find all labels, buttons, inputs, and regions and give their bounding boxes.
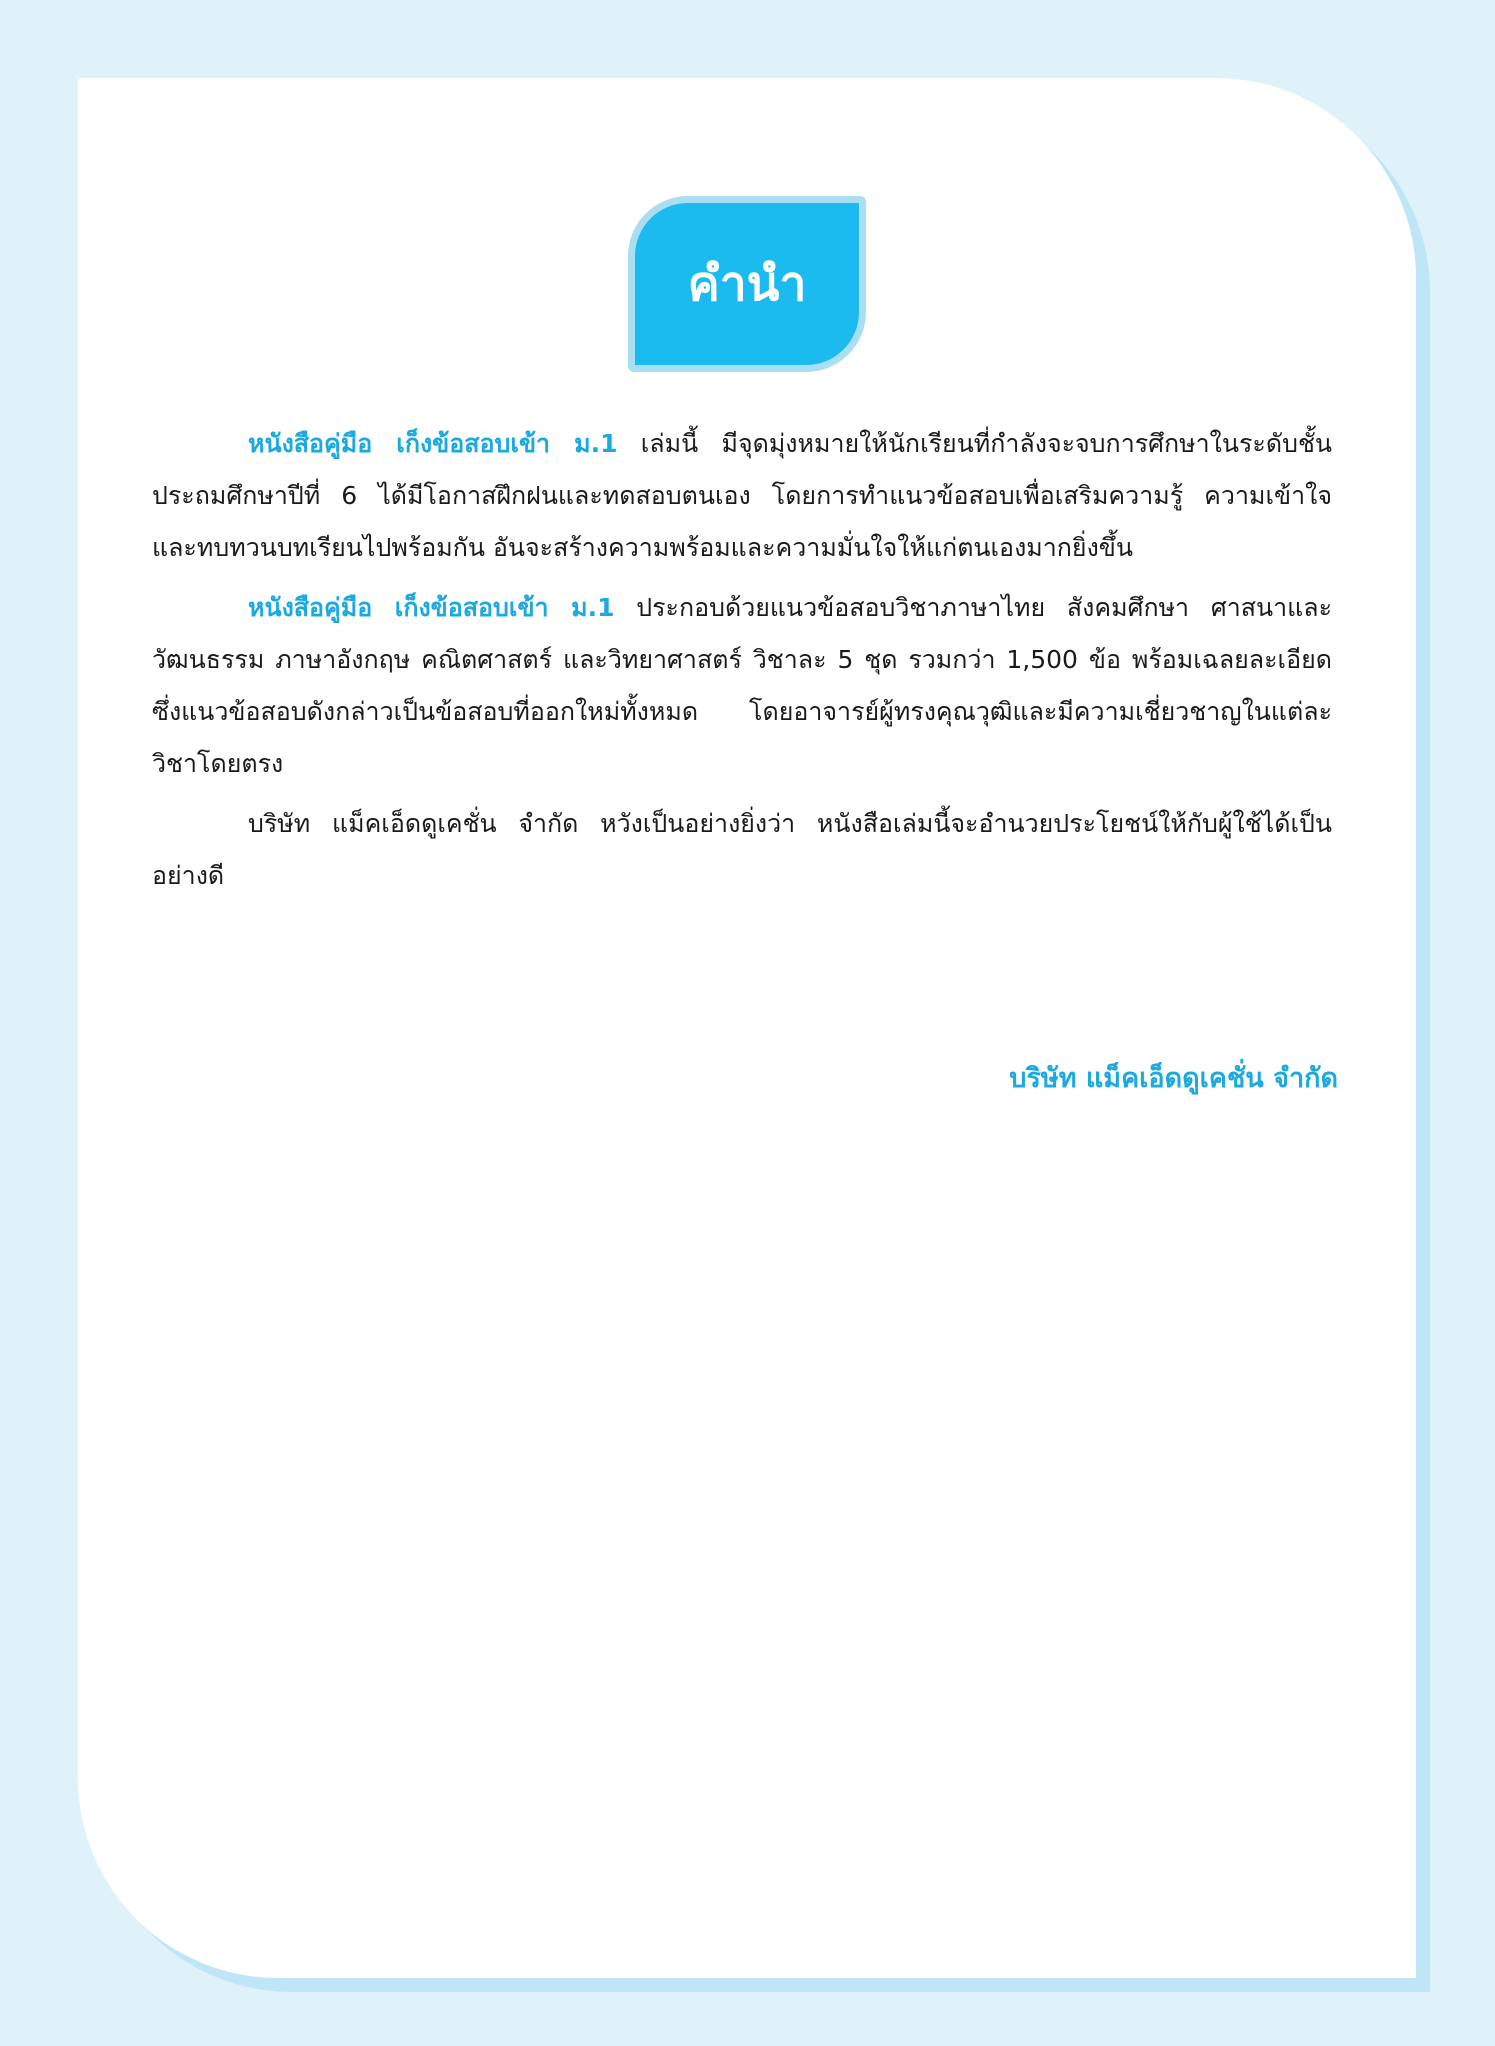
company-signature: บริษัท แม็คเอ็ดดูเคชั่น จำกัด — [1009, 1063, 1338, 1094]
book-title-highlight: หนังสือคู่มือ เก็งข้อสอบเข้า ม.1 — [248, 429, 618, 458]
page-title: คำนำ — [687, 256, 807, 312]
paragraph-1 — [152, 418, 1332, 574]
paragraph-3 — [152, 798, 1332, 902]
paragraph-text: ประกอบด้วยแนวข้อสอบวิชาภาษาไทย สังคมศึกษา ศาสนาและวัฒนธรรม ภาษาอังกฤษ คณิตศาสตร์ และวิทยาศาสตร์ วิชาละ 5 ชุด รวมกว่า 1,500 ข้อ พร้อมเฉลยละเอียด ซึ่งแนวข้อสอบดังกล่าวเป็นข้อสอบที่ออกใหม่ทั้งหมด โดยอาจารย์ผู้ทรงคุณวุฒิและมีความเชี่ยวชาญในแต่ละวิชาโดยตรง — [152, 593, 1333, 778]
preface-body — [152, 418, 1332, 910]
paragraph-2 — [152, 582, 1332, 790]
document-page — [78, 78, 1416, 1978]
book-title-highlight: หนังสือคู่มือ เก็งข้อสอบเข้า ม.1 — [248, 593, 615, 622]
title-badge — [628, 196, 866, 372]
paragraph-text: เล่มนี้ มีจุดมุ่งหมายให้นักเรียนที่กำลังจะจบการศึกษาในระดับชั้นประถมศึกษาปีที่ 6 ได้มีโอกาสฝึกฝนและทดสอบตนเอง โดยการทำแนวข้อสอบเพื่อเสริมความรู้ ความเข้าใจ และทบทวนบทเรียนไปพร้อมกัน อันจะสร้างความพร้อมและความมั่นใจให้แก่ตนเองมากยิ่งขึ้น — [152, 429, 1332, 562]
paragraph-text: บริษัท แม็คเอ็ดดูเคชั่น จำกัด หวังเป็นอย่างยิ่งว่า หนังสือเล่มนี้จะอำนวยประโยชน์ให้กับผู้ใช้ได้เป็นอย่างดี — [152, 809, 1332, 890]
